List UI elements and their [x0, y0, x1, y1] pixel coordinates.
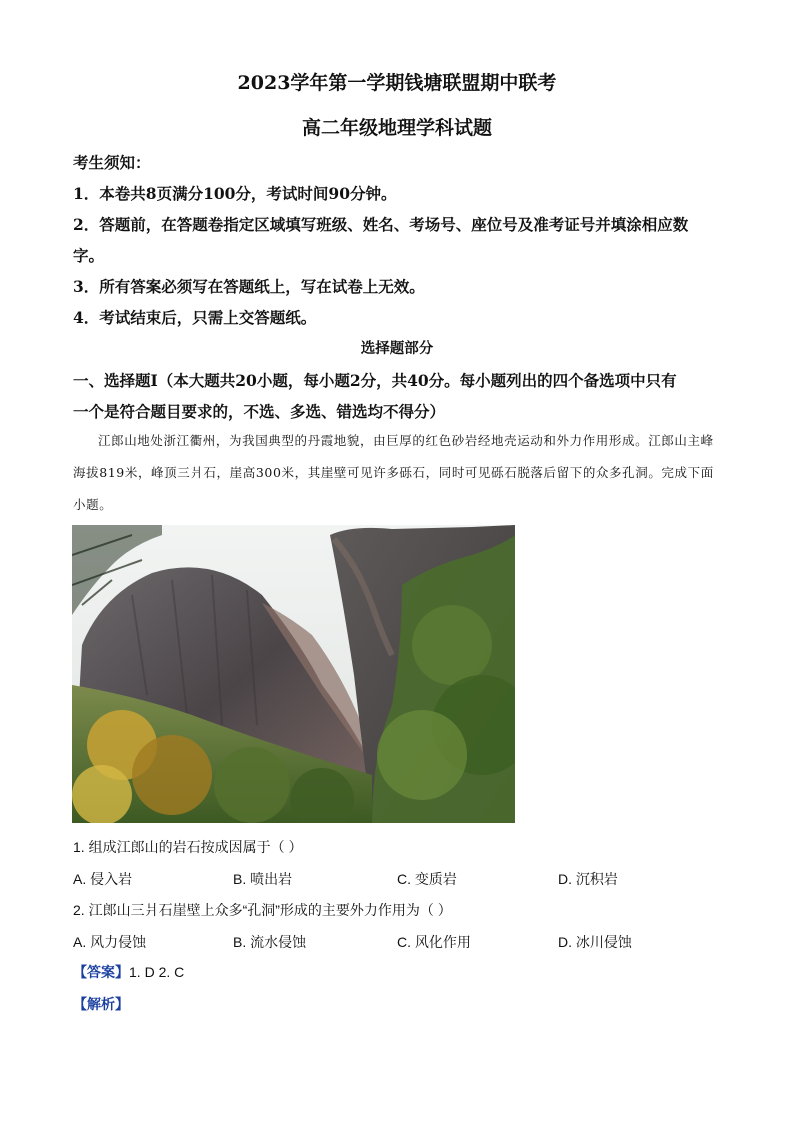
section-instruction-1: 一、选择题Ⅰ（本大题共20小题，每小题2分，共40分。每小题列出的四个备选项中只有	[73, 371, 677, 390]
analysis-line	[73, 994, 129, 1014]
analysis-label: 【解析】	[73, 996, 129, 1012]
exam-title: 2023学年第一学期钱塘联盟期中联考	[237, 72, 557, 94]
mountain-photo-illustration	[72, 525, 515, 823]
question-2-option-d[interactable]: D. 冰川侵蚀	[558, 934, 632, 950]
section-instruction-2: 一个是符合题目要求的，不选、多选、错选均不得分）	[73, 402, 446, 421]
question-2-option-a[interactable]: A. 风力侵蚀	[73, 934, 147, 950]
notice-item-1: 1．本卷共8页满分100分，考试时间90分钟。	[73, 184, 397, 203]
question-2-option-c[interactable]: C. 风化作用	[397, 934, 471, 950]
question-2-stem: 2. 江郎山三爿石崖壁上众多“孔洞”形成的主要外力作用为（ ）	[73, 902, 452, 918]
question-1-stem: 1. 组成江郎山的岩石按成因属于（ ）	[73, 839, 303, 855]
notice-item-2: 2．答题前，在答题卷指定区域填写班级、姓名、考场号、座位号及准考证号并填涂相应数	[73, 215, 689, 234]
question-1-option-c[interactable]: C. 变质岩	[397, 871, 457, 887]
reading-passage: 江郎山地处浙江衢州，为我国典型的丹霞地貌，由巨厚的红色砂岩经地壳运动和外力作用形成。江郎山主峰海拔819米，峰顶三爿石，崖高300米，其崖壁可见许多砾石，同时可见砾石脱落后留下的众多孔洞。完成下面小题。	[73, 433, 714, 512]
exam-subtitle: 高二年级地理学科试题	[301, 117, 492, 139]
mountain-photo	[72, 525, 515, 823]
question-1-option-a[interactable]: A. 侵入岩	[73, 871, 133, 887]
notice-heading: 考生须知：	[73, 153, 151, 172]
notice-item-2-cont: 字。	[73, 246, 105, 265]
answer-line	[73, 962, 184, 982]
question-2-option-b[interactable]: B. 流水侵蚀	[233, 934, 307, 950]
answer-values: 1. D 2. C	[129, 964, 185, 980]
section-title: 选择题部分	[360, 340, 434, 357]
question-1-option-d[interactable]: D. 沉积岩	[558, 871, 618, 887]
answer-label: 【答案】	[73, 964, 129, 980]
notice-item-3: 3．所有答案必须写在答题纸上，写在试卷上无效。	[73, 277, 425, 296]
question-1-option-b[interactable]: B. 喷出岩	[233, 871, 293, 887]
notice-item-4: 4．考试结束后，只需上交答题纸。	[73, 308, 317, 327]
